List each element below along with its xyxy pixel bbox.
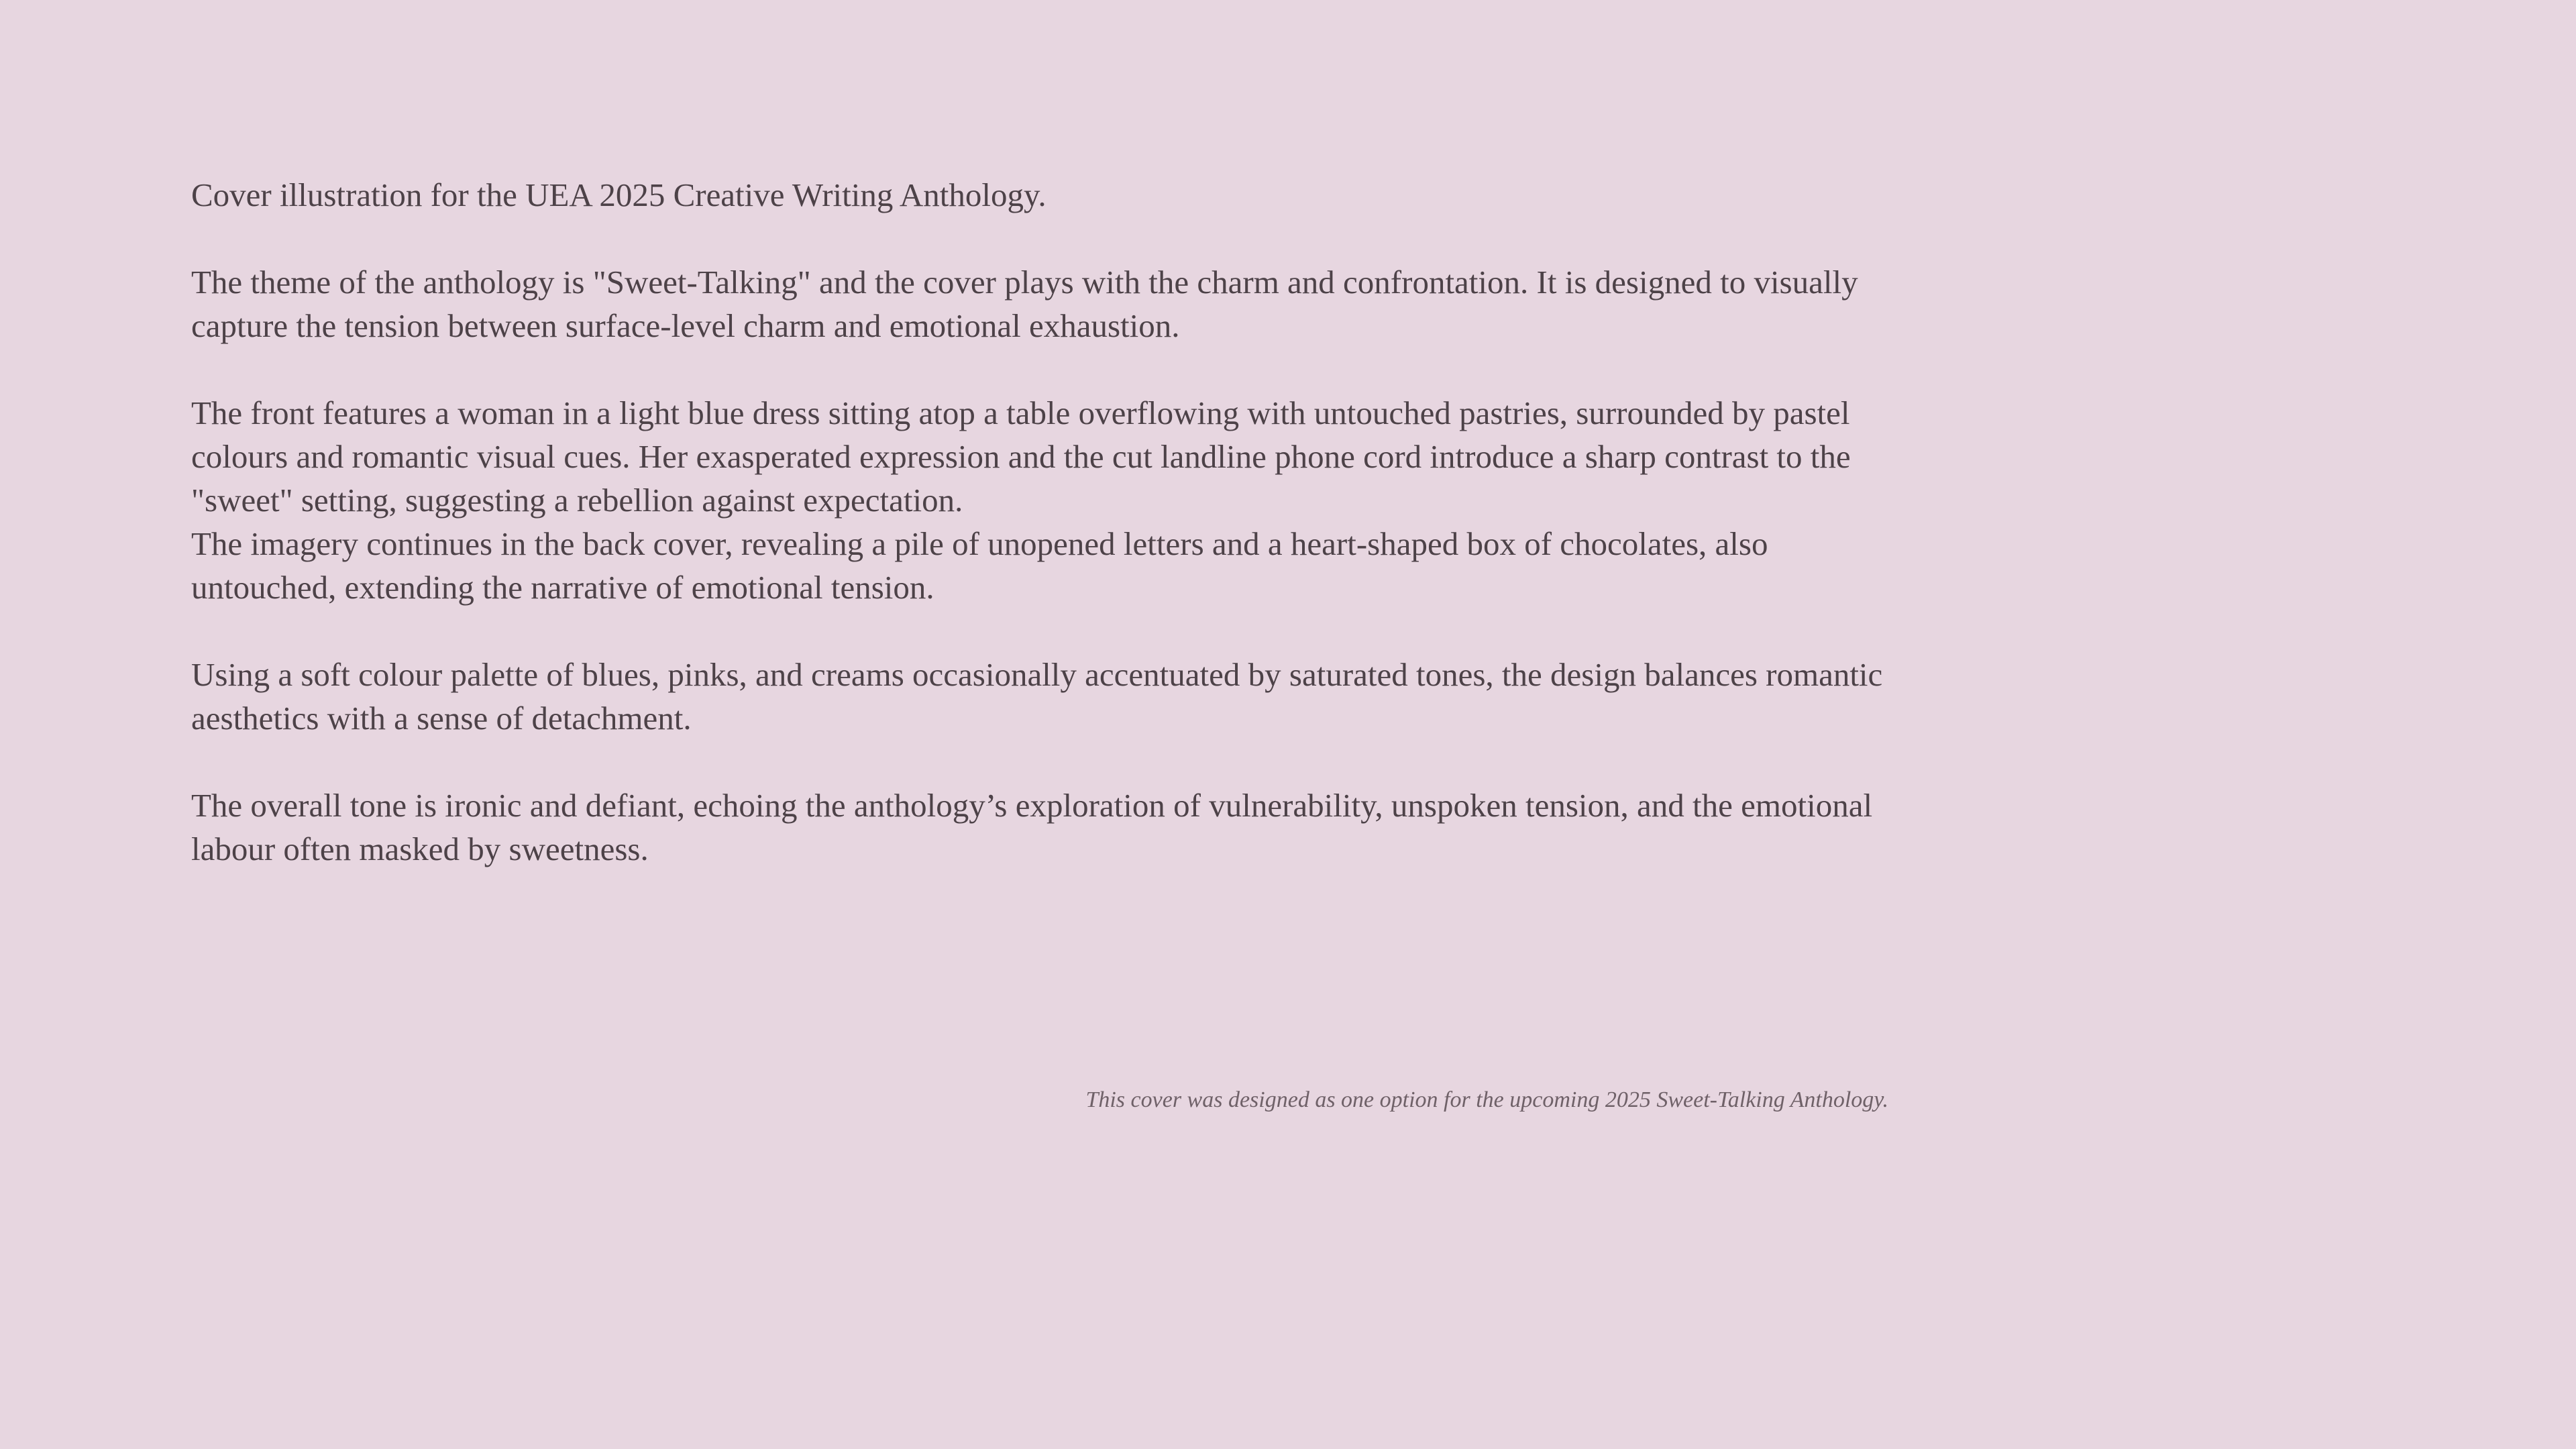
caption-note: This cover was designed as one option for the upcoming 2025 Sweet-Talking Anthology. — [1085, 1087, 1888, 1112]
theme-paragraph: The theme of the anthology is "Sweet-Talking" and the cover plays with the charm and confrontation. It is designed to visually capture the tension between surface-level charm and emotional exhaustion. — [191, 264, 1858, 344]
description-text — [191, 173, 1909, 871]
intro-paragraph: Cover illustration for the UEA 2025 Creative Writing Anthology. — [191, 176, 1046, 213]
front-cover-paragraph: The front features a woman in a light blue dress sitting atop a table overflowing with untouched pastries, surrounded by pastel colours and romantic visual cues. Her exasperated expression and the cut landline phone cord introduce a sharp contrast to the "sweet" setting, suggesting a rebellion against expectation. — [191, 394, 1851, 519]
tone-paragraph: The overall tone is ironic and defiant, echoing the anthology’s exploration of vulnerability, unspoken tension, and the emotional labour often masked by sweetness. — [191, 787, 1873, 867]
back-cover-paragraph: The imagery continues in the back cover, revealing a pile of unopened letters and a heart-shaped box of chocolates, also untouched, extending the narrative of emotional tension. — [191, 525, 1768, 606]
palette-paragraph: Using a soft colour palette of blues, pinks, and creams occasionally accentuated by saturated tones, the design balances romantic aesthetics with a sense of detachment. — [191, 656, 1883, 737]
